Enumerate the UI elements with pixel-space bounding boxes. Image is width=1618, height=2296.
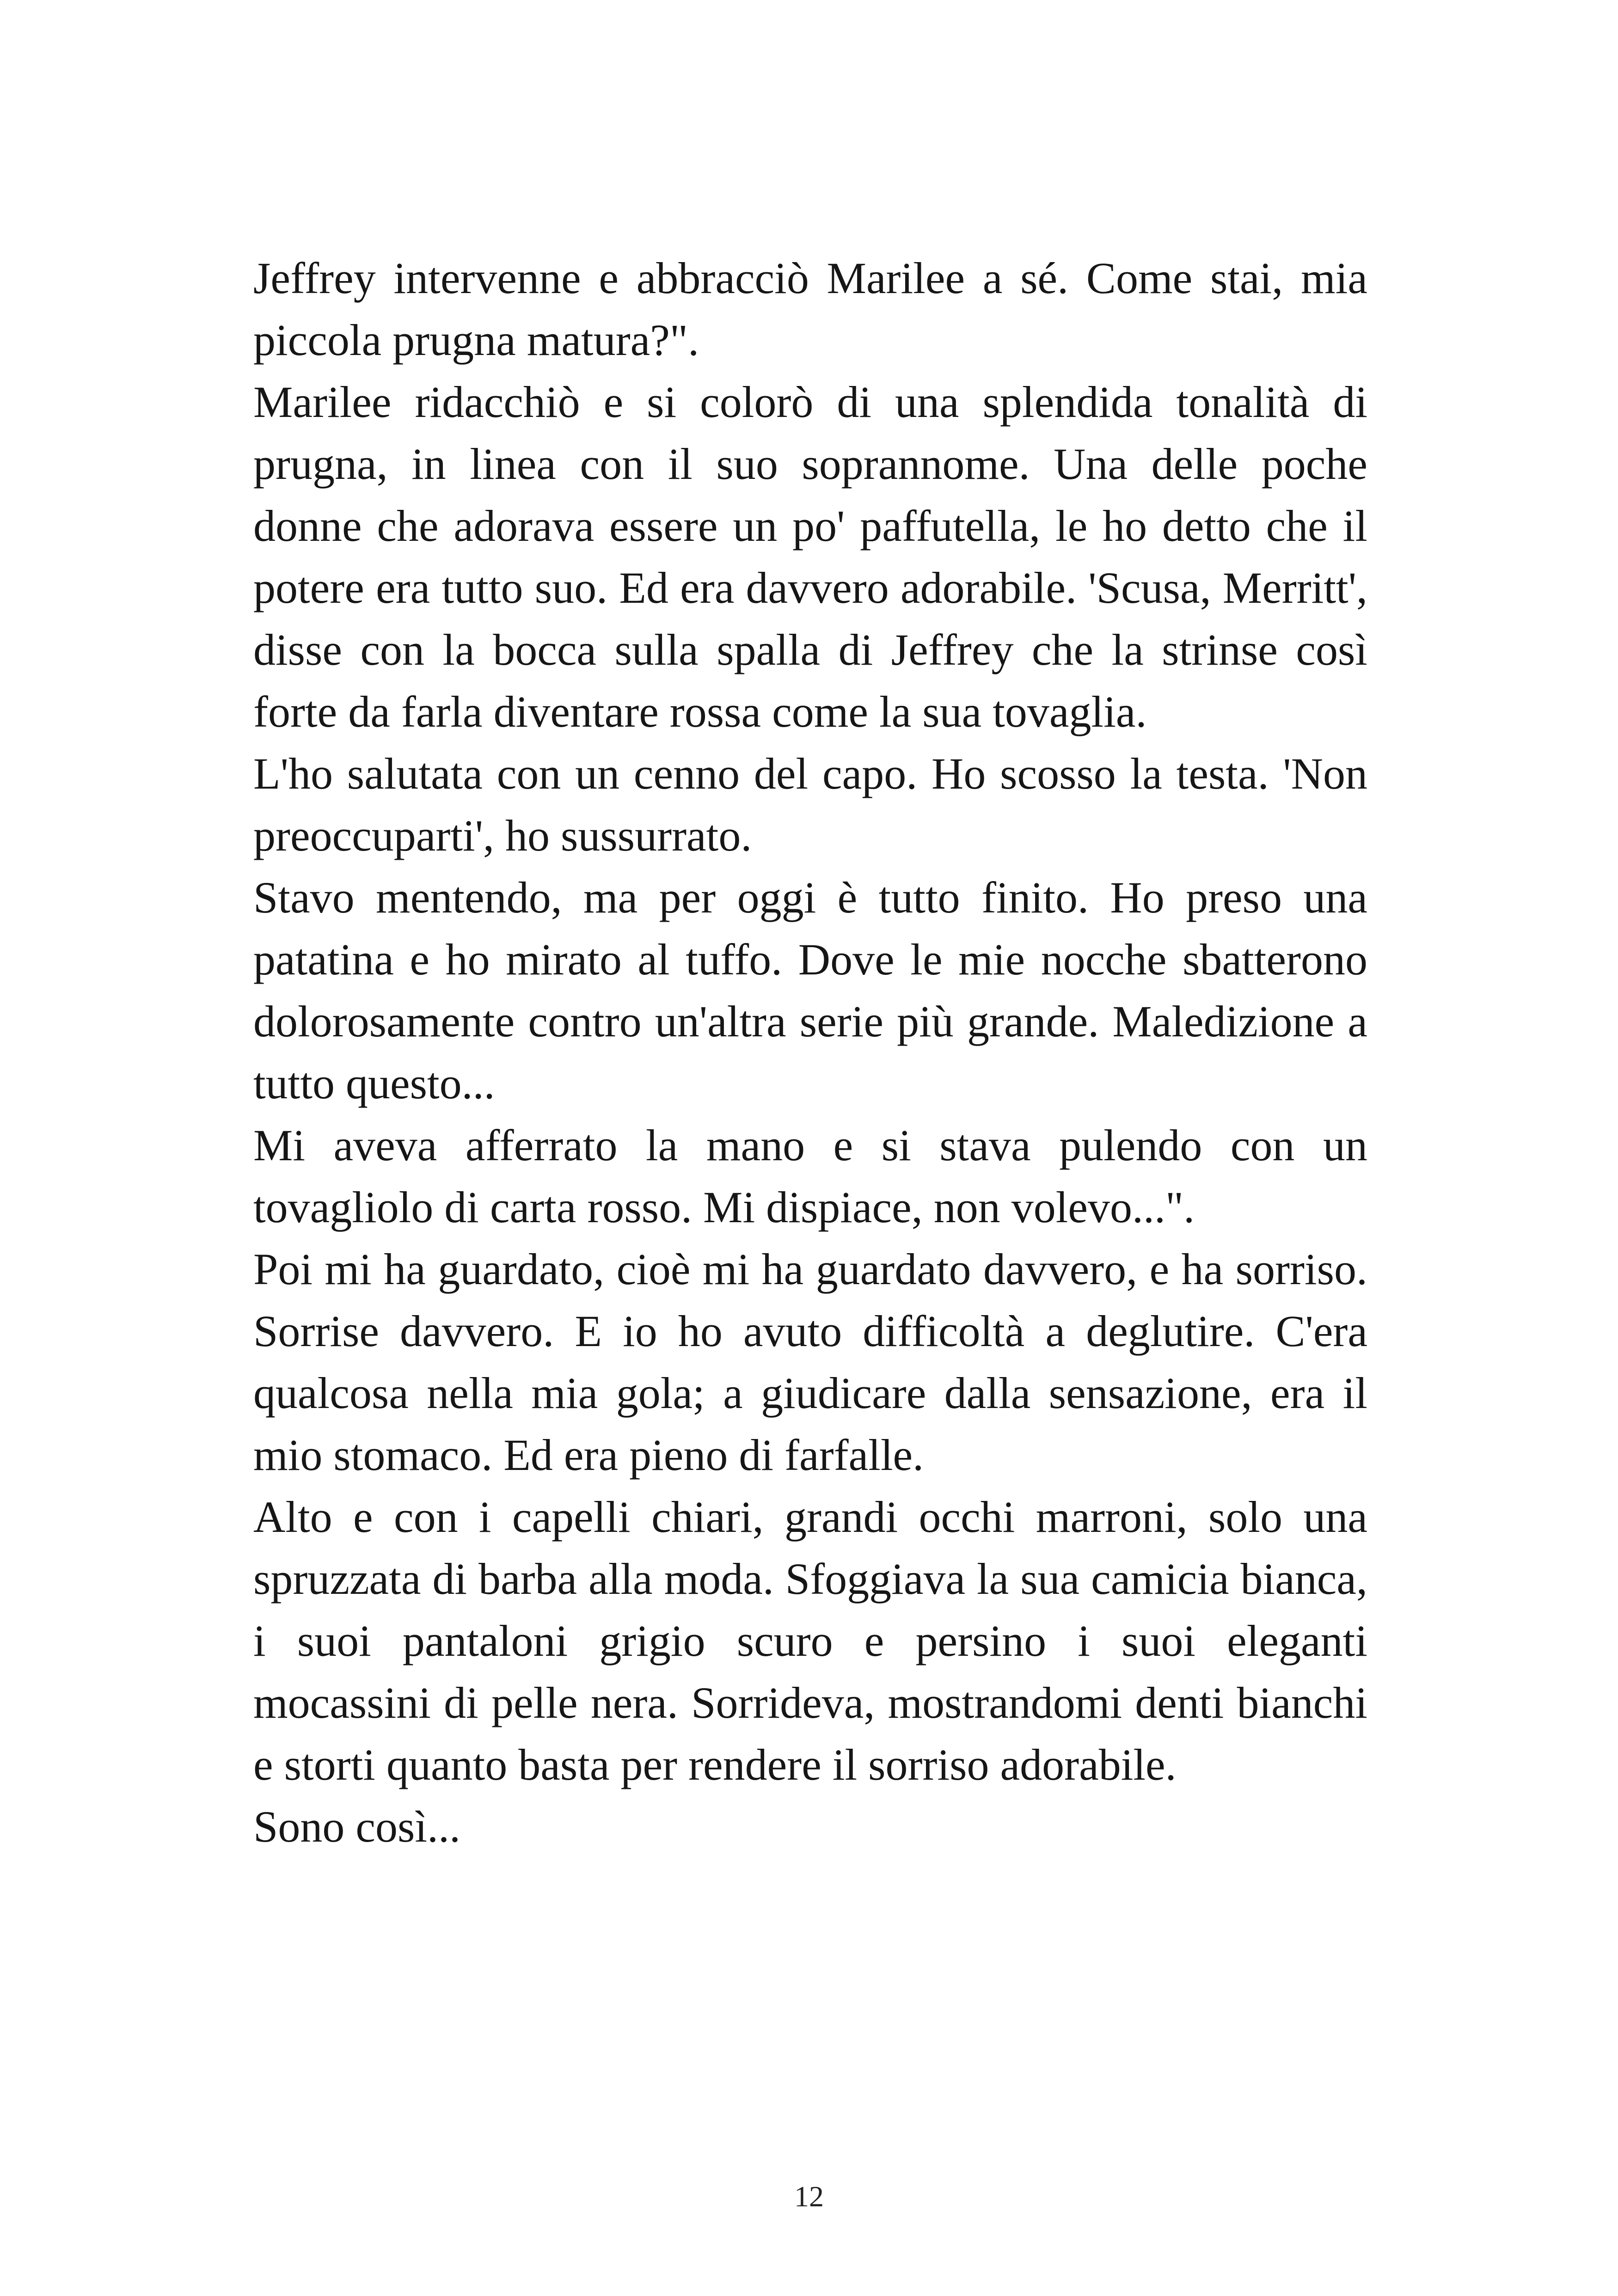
- paragraph: Poi mi ha guardato, cioè mi ha guardato davvero, e ha sorriso. Sorrise davvero. E io ho avuto difficoltà a deglutire. C'era qualcosa nella mia gola; a giudicare dalla sensazione, era il mio stomaco. Ed era pieno di farfalle.: [253, 1244, 1367, 1480]
- paragraph: Alto e con i capelli chiari, grandi occhi marroni, solo una spruzzata di barba alla moda. Sfoggiava la sua camicia bianca, i suoi pantaloni grigio scuro e persino i suoi eleganti mocassini di pelle nera. Sorrideva, mostrandomi denti bianchi e storti quanto basta per rendere il sorriso adorabile.: [253, 1492, 1367, 1789]
- page-number: 12: [794, 2180, 824, 2213]
- paragraph: Mi aveva afferrato la mano e si stava pulendo con un tovagliolo di carta rosso. Mi dispiace, non volevo...".: [253, 1120, 1367, 1232]
- paragraph: Jeffrey intervenne e abbracciò Marilee a sé. Come stai, mia piccola prugna matura?".: [253, 253, 1367, 365]
- paragraph: Sono così...: [253, 1802, 461, 1851]
- paragraph: L'ho salutata con un cenno del capo. Ho scosso la testa. 'Non preoccuparti', ho sussurrato.: [253, 749, 1367, 860]
- body-text: [253, 247, 1367, 1858]
- paragraph: Stavo mentendo, ma per oggi è tutto finito. Ho preso una patatina e ho mirato al tuffo. Dove le mie nocche sbatterono dolorosamente contro un'altra serie più grande. Maledizione a tutto questo...: [253, 873, 1367, 1108]
- paragraph: Marilee ridacchiò e si colorò di una splendida tonalità di prugna, in linea con il suo soprannome. Una delle poche donne che adorava essere un po' paffutella, le ho detto che il potere era tutto suo. Ed era davvero adorabile. 'Scusa, Merritt', disse con la bocca sulla spalla di Jeffrey che la strinse così forte da farla diventare rossa come la sua tovaglia.: [253, 377, 1367, 736]
